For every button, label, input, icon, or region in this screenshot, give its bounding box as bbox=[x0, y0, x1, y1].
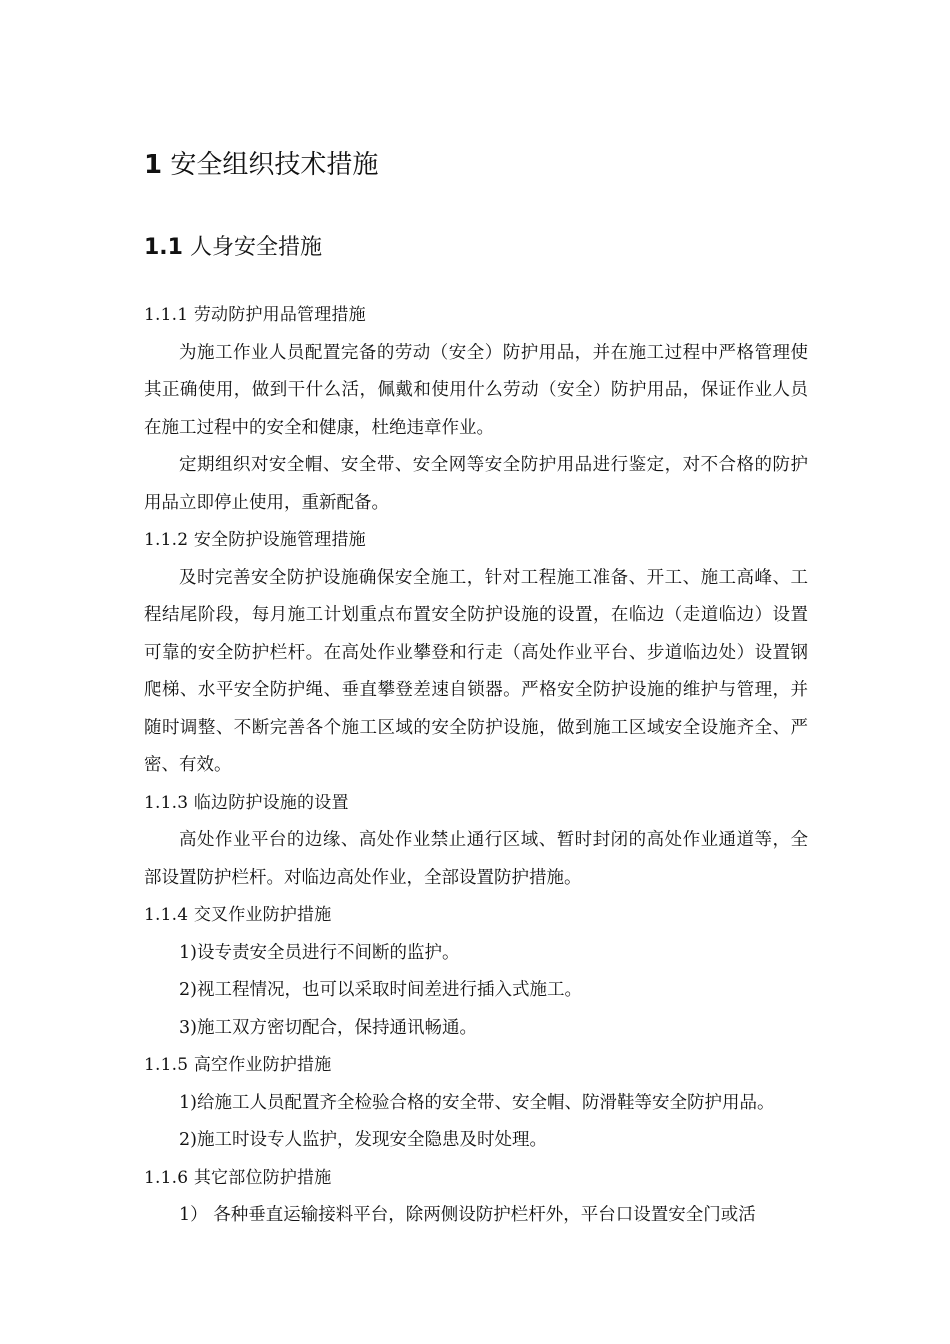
section-title-1-1-3: 1.1.3 临边防护设施的设置 bbox=[144, 792, 349, 813]
list-item: 1)设专责安全员进行不间断的监护。 bbox=[179, 942, 460, 963]
section-title-1-1-5: 1.1.5 高空作业防护措施 bbox=[144, 1055, 332, 1075]
section-title-1-1-6: 1.1.6 其它部位防护措施 bbox=[144, 1167, 332, 1188]
section-title-1-1-2: 1.1.2 安全防护设施管理措施 bbox=[144, 530, 366, 550]
heading-1-text: 安全组织技术措施 bbox=[170, 150, 379, 180]
list-item: 3)施工双方密切配合，保持通讯畅通。 bbox=[179, 1017, 477, 1038]
section-title-1-1-1: 1.1.1 劳动防护用品管理措施 bbox=[144, 305, 366, 325]
section-title-1-1-4: 1.1.4 交叉作业防护措施 bbox=[144, 905, 332, 925]
list-item: 1)给施工人员配置齐全检验合格的安全带、安全帽、防滑鞋等安全防护用品。 bbox=[179, 1092, 775, 1113]
heading-2-text: 人身安全措施 bbox=[189, 235, 322, 260]
heading-1-number: 1 bbox=[144, 150, 163, 180]
list-item: 1） 各种垂直运输接料平台，除两侧设防护栏杆外，平台口设置安全门或活 bbox=[179, 1205, 756, 1225]
paragraph: 高处作业平台的边缘、高处作业禁止通行区域、暂时封闭的高处作业通道等，全部设置防护栏杆。对临边高处作业，全部设置防护措施。 bbox=[144, 830, 808, 888]
paragraph: 及时完善安全防护设施确保安全施工，针对工程施工准备、开工、施工高峰、工程结尾阶段，每月施工计划重点布置安全防护设施的设置，在临边（走道临边）设置可靠的安全防护栏杆。在高处作业攀登和行走（高处作业平台、步道临边处）设置钢爬梯、水平安全防护绳、垂直攀登差速自锁器。严格安全防护设施的维护与管理，并随时调整、不断完善各个施工区域的安全防护设施，做到施工区域安全设施齐全、严密、有效。 bbox=[144, 567, 808, 775]
heading-2-number: 1.1 bbox=[144, 235, 183, 260]
list-item: 2)视工程情况，也可以采取时间差进行插入式施工。 bbox=[179, 980, 582, 1000]
paragraph: 定期组织对安全帽、安全带、安全网等安全防护用品进行鉴定，对不合格的防护用品立即停止使用，重新配备。 bbox=[144, 455, 808, 513]
heading-2 bbox=[144, 230, 322, 266]
document-body bbox=[144, 297, 808, 1235]
heading-1 bbox=[144, 145, 378, 185]
paragraph: 为施工作业人员配置完备的劳动（安全）防护用品，并在施工过程中严格管理使其正确使用，做到干什么活，佩戴和使用什么劳动（安全）防护用品，保证作业人员在施工过程中的安全和健康，杜绝违章作业。 bbox=[144, 342, 808, 438]
list-item: 2)施工时设专人监护，发现安全隐患及时处理。 bbox=[179, 1130, 547, 1150]
